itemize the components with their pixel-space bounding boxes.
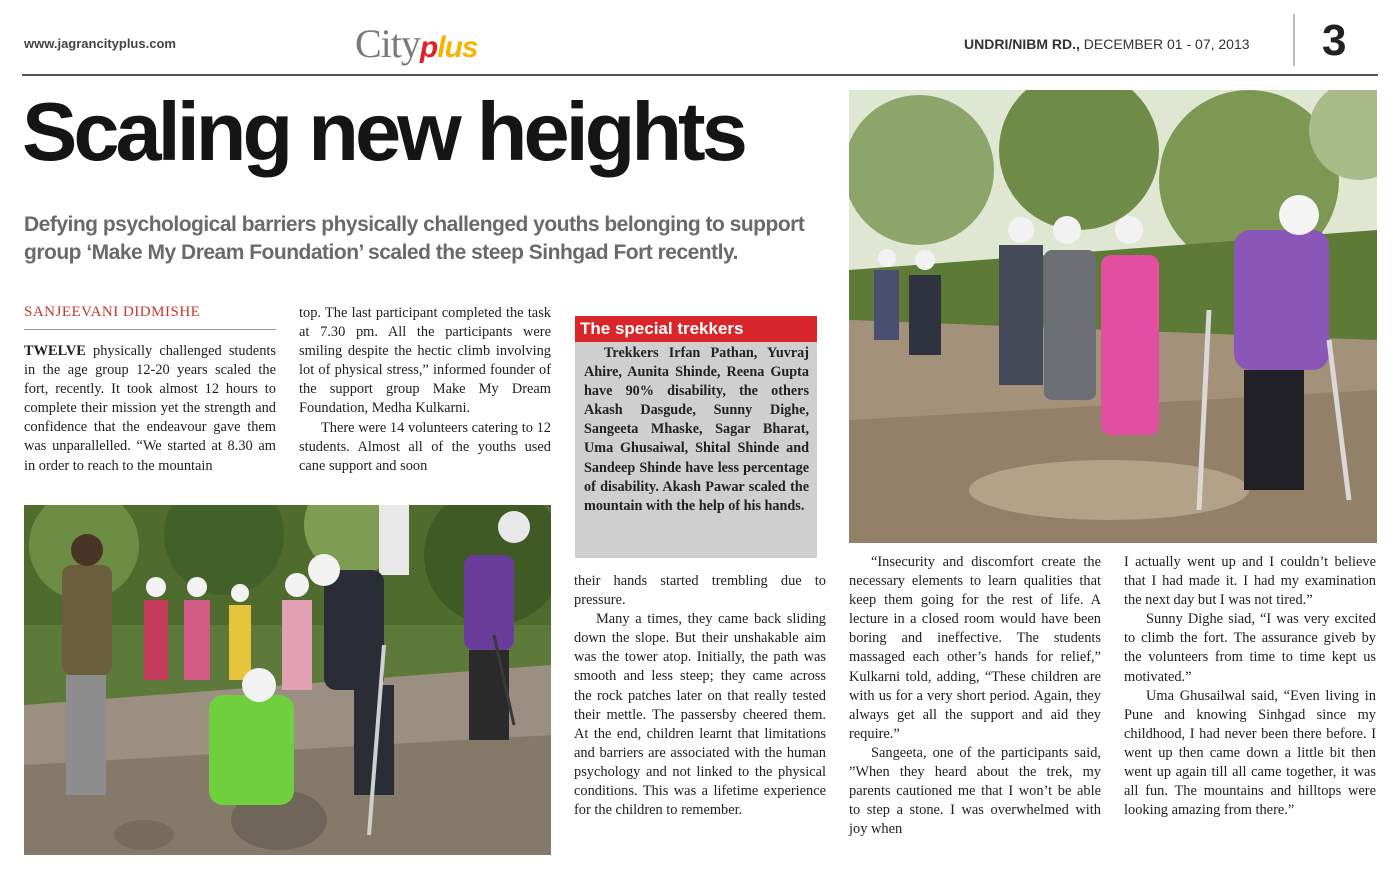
column-3-paragraph-1: their hands started trembling due to pressure. bbox=[574, 573, 826, 609]
header-rule bbox=[22, 74, 1378, 76]
column-5-paragraph-1: I actually went up and I couldn’t believe that I had made it. I had my examination the next day but I was not tired.” bbox=[1124, 554, 1376, 609]
cityplus-logo bbox=[355, 20, 478, 64]
logo-plus-rest: lus bbox=[437, 31, 478, 64]
column-5-paragraph-3: Uma Ghusailwal said, “Even living in Pune and knowing Sinhgad since my childhood, I had never been there before. I went up then came down a little bit then went up again till all came together, it was all fun. The mountains and hilltops were looking amazing from there.” bbox=[1124, 687, 1376, 819]
edition-date: DECEMBER 01 - 07, 2013 bbox=[1083, 36, 1250, 52]
deck: Defying psychological barriers physically challenged youths belonging to support group ‘Make My Dream Foundation’ scaled the steep Sinhgad Fort recently. bbox=[24, 213, 805, 264]
trekkers-crutches-photo bbox=[849, 90, 1377, 543]
header-divider bbox=[1293, 14, 1295, 66]
byline-rule bbox=[24, 329, 276, 330]
column-5-paragraph-2: Sunny Dighe siad, “I was very excited to climb the fort. The assurance giveb by the volunteers from time to time kept us motivated.” bbox=[1124, 611, 1376, 685]
column-2-paragraph-2: There were 14 volunteers catering to 12 students. Almost all of the youths used cane support and soon bbox=[299, 419, 551, 474]
article-column-5 bbox=[1124, 553, 1376, 820]
trekkers-group-photo-image bbox=[24, 505, 551, 855]
sidebar-body bbox=[575, 342, 817, 516]
sidebar-box bbox=[575, 316, 817, 558]
byline: SANJEEVANI DIDMISHE bbox=[24, 304, 201, 320]
column-1-paragraph bbox=[24, 342, 276, 476]
edition-line bbox=[964, 36, 1250, 52]
article-column-4 bbox=[849, 553, 1101, 839]
page-number: 3 bbox=[1322, 16, 1347, 65]
sidebar-paragraph: Trekkers Irfan Pathan, Yuvraj Ahire, Aunita Shinde, Reena Gupta have 90% disability, the others Akash Dasgude, Sunny Dighe, Sangeeta Mhaske, Sagar Bharat, Uma Ghusaiwal, Shital Shinde and Sandeep Shinde have less percentage of disability. Akash Pawar scaled the mountain with the help of his hands. bbox=[584, 345, 809, 514]
column-4-paragraph-2: Sangeeta, one of the participants said, ”When they heard about the trek, my parents cautioned me that I won’t be able to step a stone. I was overwhelmed with joy when bbox=[849, 744, 1101, 838]
site-url[interactable]: www.jagrancityplus.com bbox=[24, 36, 176, 51]
page-header bbox=[0, 0, 1400, 74]
column-1-text: physically challenged students in the age group 12-20 years scaled the fort, recently. It took almost 12 hours to complete their mission yet the strength and confidence that the endeavour gave them was unparallelled. “We started at 8.30 am in order to reach to the mountain bbox=[24, 343, 276, 474]
lead-word: TWELVE bbox=[24, 343, 86, 359]
column-2-paragraph-1: top. The last participant completed the task at 7.30 pm. All the participants were smiling despite the hectic climb involving lot of physical stress,” informed founder of the support group Make My Dream Foundation, Medha Kulkarni. bbox=[299, 305, 551, 417]
article-column-1 bbox=[24, 342, 276, 476]
article-column-2 bbox=[299, 304, 551, 476]
trekkers-crutches-photo-image bbox=[849, 90, 1377, 543]
logo-city: City bbox=[355, 21, 420, 66]
logo-plus-p: p bbox=[419, 31, 438, 64]
trekkers-group-photo bbox=[24, 505, 551, 855]
sidebar-title: The special trekkers bbox=[575, 316, 817, 342]
logo-plus bbox=[420, 31, 478, 64]
edition-location: UNDRI/NIBM RD., bbox=[964, 36, 1080, 52]
headline: Scaling new heights bbox=[22, 85, 744, 178]
column-4-paragraph-1: “Insecurity and discomfort create the necessary elements to learn qualities that keep them going for the rest of life. A lecture in a closed room would have been boring and ineffective. The students massaged each other’s hands for relief,” Kulkarni told, adding, “These children are with us for a very short period. Again, they always get all the support and aid they require.” bbox=[849, 554, 1101, 742]
article-column-3 bbox=[574, 572, 826, 820]
column-3-paragraph-2: Many a times, they came back sliding down the slope. But their unshakable aim was the tower atop. Initially, the path was smooth and less steep; they came across the rock patches later on that really tested their mettle. The passersby cheered them. At the end, children learnt that limitations and barriers are associated with the human psychology and not linked to the physical conditions. This was a lifetime experience for the children to remember. bbox=[574, 611, 826, 819]
